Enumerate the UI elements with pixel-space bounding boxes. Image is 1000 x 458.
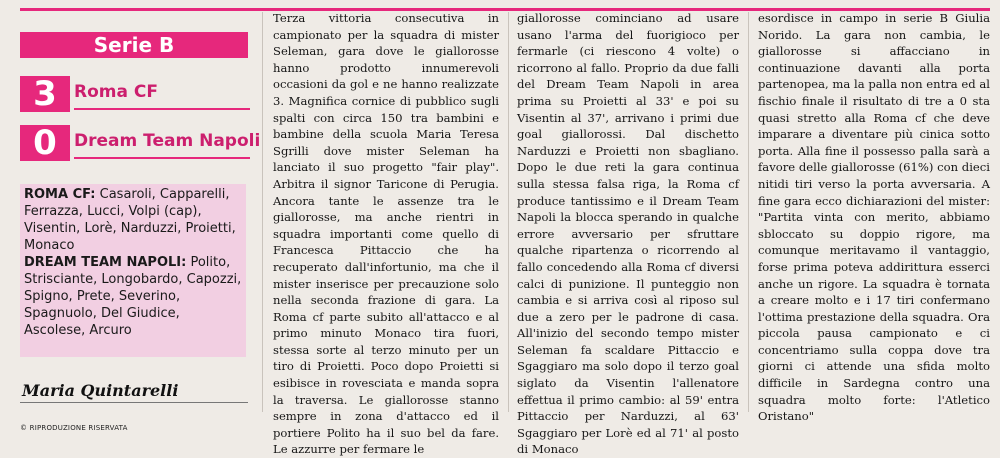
lineups-box (20, 184, 246, 357)
divider (74, 108, 250, 110)
article-column-1: Terza vittoria consecutiva in campionato per la squadra di mister Seleman, gara dove le giallorosse hanno prodotto innumerevoli occasioni da gol e ne hanno realizzate 3. Magnifica cornice di pubblico sugli spalti con circa 150 tra bambini e bambine della scuola Maria Teresa Sgrilli dove mister Seleman ha lanciato il suo progetto "fair play". Arbitra il signor Taricone di Perugia. Ancora tante le assenze tra le giallorosse, ma anche rientri in squadra importanti come quello di Francesca Pittaccio che ha recuperato dall'infortunio, ma che il mister inserisce per precauzione solo nella seconda frazione di gara. La Roma cf parte subito all'attacco e al primo minuto Monaco tira fuori, stessa sorte al terzo minuto per un tiro di Proietti. Poco dopo Proietti si esibisce in rovesciata e manda sopra la traversa. Le giallorosse stanno sempre in zona d'attacco ed il portiere Polito ha il suo bel da fare. Le azzurre per fermare le (273, 11, 499, 457)
rights-notice: © RIPRODUZIONE RISERVATA (20, 424, 128, 432)
home-score: 3 (20, 76, 70, 112)
league-banner: Serie B (20, 32, 248, 58)
napoli-players: Polito, Strisciante, Longobardo, Capozzi, Spigno, Prete, Severino, Spagnuolo, Del Giudice, Ascolese, Arcuro (24, 255, 242, 338)
roma-label: ROMA CF: (24, 187, 96, 202)
away-team: Dream Team Napoli (74, 131, 261, 151)
column-rule (262, 12, 263, 412)
roma-players: Casaroli, Capparelli, Ferrazza, Lucci, Volpi (cap), Visentin, Lorè, Narduzzi, Proietti, Monaco (24, 187, 236, 253)
divider (74, 157, 250, 159)
article-column-2: giallorosse cominciano ad usare usano l'arma del fuorigioco per fermarle (ci riescono 4 volte) o ricorrono al fallo. Proprio da due falli del Dream Team Napoli in area prima su Proietti al 33' e poi su Visentin al 37', arrivano i primi due goal giallorossi. Dal dischetto Narduzzi e Proietti non sbagliano. Dopo le due reti la gara continua sulla stessa falsa riga, la Roma cf produce tantissimo e il Dream Team Napoli la blocca sperando in qualche errore avversario per sfruttare qualche ripartenza o ricorrendo al fallo concedendo alla Roma cf diversi calci di punizione. Il punteggio non cambia e si arriva così al riposo sul due a zero per le padrone di casa. All'inizio del secondo tempo mister Seleman fa scaldare Pittaccio e Sgaggiaro ma solo dopo il terzo goal siglato da Visentin l'allenatore effettua il primo cambio: al 59' entra Pittaccio per Narduzzi, al 63' Sgaggiaro per Lorè ed al 71' al posto di Monaco (517, 11, 739, 457)
away-score: 0 (20, 125, 70, 161)
napoli-lineup (24, 254, 242, 339)
home-score-row (20, 76, 250, 112)
author-signature: Maria Quintarelli (22, 381, 179, 400)
column-rule (748, 12, 749, 412)
article-column-3: esordisce in campo in serie B Giulia Norido. La gara non cambia, le giallorosse si affacciano in continuazione davanti alla porta partenopea, ma la palla non entra ed al fischio finale il risultato di tre a 0 sta quasi stretto alla Roma cf che deve imparare a diventare più cinica sotto porta. Alla fine il possesso palla sarà a favore delle giallorosse (61%) con dieci nitidi tiri verso la porta avversaria. A fine gara ecco dichiarazioni del mister: "Partita vinta con merito, abbiamo sbloccato su doppio rigore, ma comunque meritavamo il vantaggio, forse prima poteva addirittura esserci anche un rigore. La squadra è tornata a creare molto e i 17 tiri confermano l'ottima prestazione della squadra. Ora piccola pausa campionato e ci concentriamo sulla coppa dove tra giorni ci attende una sfida molto difficile in Sardegna contro una squadra molto forte: l'Atletico Oristano" (758, 11, 990, 424)
roma-lineup (24, 186, 242, 254)
home-team: Roma CF (74, 82, 158, 102)
signature-rule (20, 402, 248, 403)
column-rule (508, 12, 509, 412)
napoli-label: DREAM TEAM NAPOLI: (24, 255, 187, 270)
away-score-row (20, 123, 261, 163)
